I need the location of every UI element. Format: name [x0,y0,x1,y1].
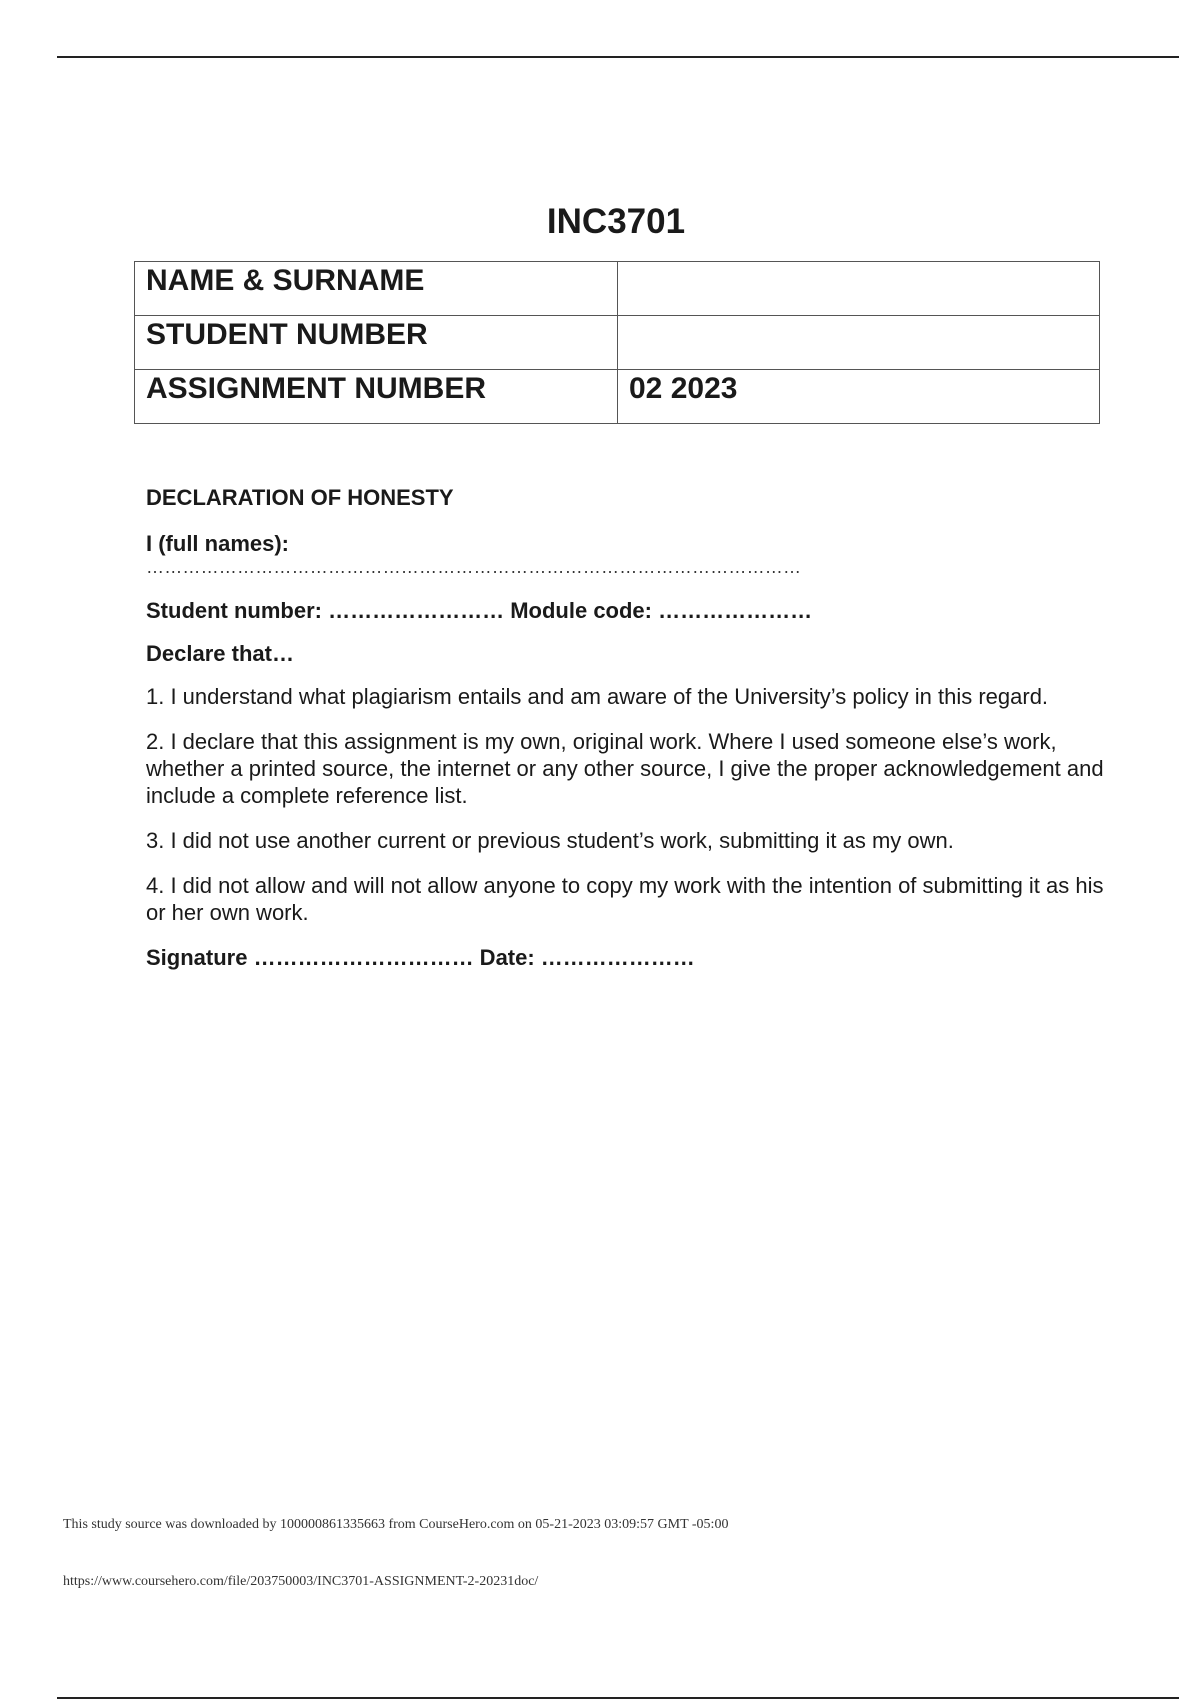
declaration-item: 3. I did not use another current or previous student’s work, submitting it as my own. [146,828,954,853]
table-row [135,370,1100,424]
top-rule [57,56,1179,58]
assignment-number-value: 02 2023 [618,370,1100,424]
student-info-table [134,261,1100,424]
student-module-line: Student number: …………………… Module code: ………………… [146,598,813,623]
declaration-item: 2. I declare that this assignment is my own, original work. Where I used someone else’s work, whether a printed source, the internet or any other source, I give the proper acknowledgement and include a complete reference list. [146,729,1104,808]
declaration-item: 1. I understand what plagiarism entails and am aware of the University’s policy in this regard. [146,684,1049,709]
declaration-heading: DECLARATION OF HONESTY [146,485,454,510]
bottom-rule [57,1697,1179,1699]
source-url: https://www.coursehero.com/file/203750003/INC3701-ASSIGNMENT-2-20231doc/ [63,1574,539,1589]
student-number-label: STUDENT NUMBER [135,316,618,370]
download-source-note: This study source was downloaded by 100000861335663 from CourseHero.com on 05-21-2023 03:09:57 GMT -05:00 [63,1517,729,1532]
declaration-of-honesty [146,484,1106,971]
full-names-dotted-line: ……………………………………………………………………………………………… [146,557,802,577]
declaration-item: 4. I did not allow and will not allow anyone to copy my work with the intention of submitting it as his or her own work. [146,873,1104,925]
name-surname-label: NAME & SURNAME [135,262,618,316]
full-names-label: I (full names): [146,531,290,556]
name-surname-value [618,262,1100,316]
student-number-value [618,316,1100,370]
table-row [135,262,1100,316]
declare-that-label: Declare that… [146,641,294,666]
assignment-number-label: ASSIGNMENT NUMBER [135,370,618,424]
module-code-title: INC3701 [546,202,686,241]
signature-date-line: Signature ………………………… Date: ………………… [146,945,695,970]
table-row [135,316,1100,370]
